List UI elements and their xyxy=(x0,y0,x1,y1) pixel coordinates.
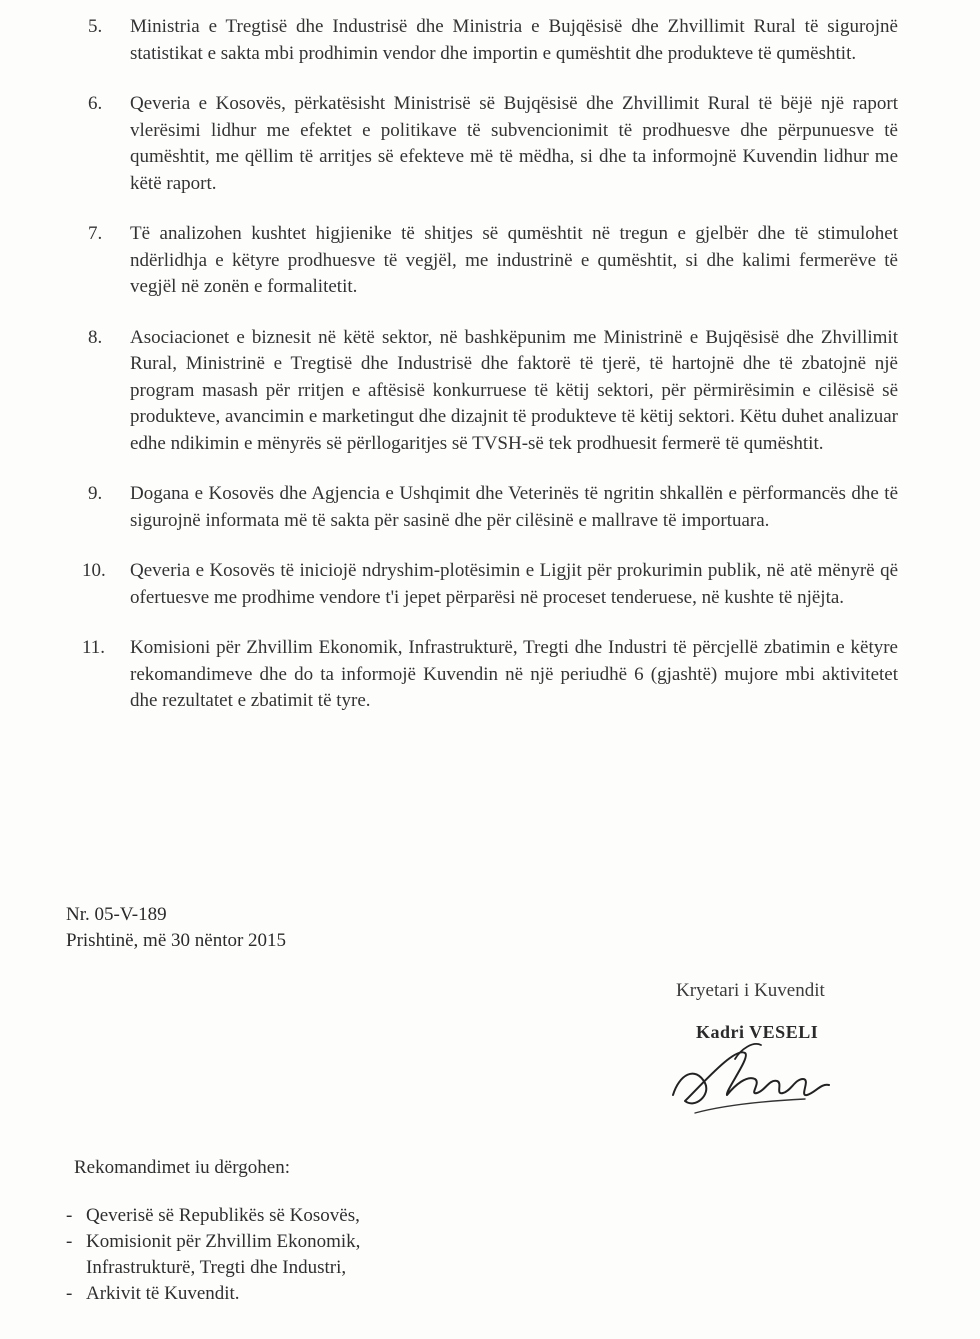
reference-number: Nr. 05-V-189 xyxy=(66,904,167,925)
recommendation-number: 6. xyxy=(88,93,103,114)
recommendation-number: 10. xyxy=(82,560,106,581)
recommendation-number: 9. xyxy=(88,483,103,504)
recommendation-text: Të analizohen kushtet higjienike të shitjes së qumështit në tregun e gjelbër dhe të stimulohet ndërlidhja e këtyre prodhuesve të vegjël, me industrinë e qumështit, si dhe kalimi fermerëve të vegjël në zonën e formalitetit. xyxy=(130,223,898,297)
recommendation-text: Ministria e Tregtisë dhe Industrisë dhe Ministria e Bujqësisë dhe Zhvillimit Rural të sigurojnë statistikat e sakta mbi prodhimin vendor dhe importin e qumështit dhe produkteve të qumështit. xyxy=(130,16,898,64)
signatory-name: Kadri VESELI xyxy=(696,1022,819,1042)
recommendation-text: Komisioni për Zhvillim Ekonomik, Infrastrukturë, Tregti dhe Industri të përcjellë zbatimin e këtyre rekomandimeve dhe do ta informojë Kuvendin në një periudhë 6 (gjashtë) mujore mbi aktivitetet dhe rezultatet e zbatimit të tyre. xyxy=(130,637,898,711)
recommendation-number: 8. xyxy=(88,326,103,348)
recommendation-item xyxy=(88,91,898,197)
recommendations-list xyxy=(82,14,898,715)
recommendation-number: 5. xyxy=(88,16,103,37)
dash-bullet-icon: - xyxy=(66,1283,73,1304)
dash-bullet-icon: - xyxy=(66,1231,73,1252)
dash-bullet-icon: - xyxy=(66,1205,73,1226)
recommendation-item xyxy=(82,558,898,611)
distribution-item-text: Arkivit të Kuvendit. xyxy=(86,1283,240,1304)
signature-block xyxy=(676,980,916,1043)
recommendation-item xyxy=(88,325,898,458)
distribution-item-text: Qeverisë së Republikës së Kosovës, xyxy=(86,1205,360,1226)
distribution-title: Rekomandimet iu dërgohen: xyxy=(74,1157,290,1178)
document-reference xyxy=(66,902,286,954)
recommendation-item xyxy=(82,635,898,715)
recommendation-item xyxy=(88,481,898,534)
recommendation-text: Qeveria e Kosovës të iniciojë ndryshim-plotësimin e Ligjit për prokurimin publik, në atë mënyrë që ofertuesve me prodhime vendore t'i jepet përparësi në proceset tenderuese, në kushte të njëjta. xyxy=(130,560,898,608)
distribution-item xyxy=(66,1281,426,1307)
recommendation-number: 7. xyxy=(88,223,103,244)
recommendation-text: Asociacionet e biznesit në këtë sektor, në bashkëpunim me Ministrinë e Bujqësisë dhe Zhvillimit Rural, Ministrinë e Tregtisë dhe Industrisë dhe faktorë të tjerë, të hartojnë dhe të zbatojnë një program masash për rritjen e aftësisë konkurruese të këtij sektori, për përmirësimin e cilësisë së produkteve, avancimin e marketingut dhe dizajnit të produkteve të këtij sektori. Këtu duhet analizuar edhe ndikimin e mënyrës së përllogaritjes së TVSH-së tek prodhuesit fermerë të qumështit. xyxy=(130,326,898,454)
distribution-item xyxy=(66,1203,426,1229)
recommendation-text: Dogana e Kosovës dhe Agjencia e Ushqimit dhe Veterinës të ngritin shkallën e përformancës dhe të sigurojnë informata më të sakta për sasinë dhe për cilësinë e mallrave të importuara. xyxy=(130,483,898,531)
distribution-list xyxy=(66,1203,426,1307)
handwritten-signature-icon xyxy=(665,1035,845,1120)
recommendation-text: Qeveria e Kosovës, përkatësisht Ministrisë së Bujqësisë dhe Zhvillimit Rural të bëjë një raport vlerësimi lidhur me efektet e politikave të subvencionimit të prodhuesve dhe përpunuesve të qumështit, me qëllim të arritjes së efekteve më të mëdha, si dhe ta informojnë Kuvendin lidhur me këtë raport. xyxy=(130,93,898,194)
distribution-item xyxy=(66,1229,426,1281)
recommendation-item xyxy=(88,221,898,301)
reference-place-date: Prishtinë, më 30 nëntor 2015 xyxy=(66,930,287,951)
recommendation-number: 11. xyxy=(82,637,106,658)
recommendation-item xyxy=(88,14,898,67)
distribution-block xyxy=(66,1155,426,1307)
distribution-item-text: Komisionit për Zhvillim Ekonomik, Infrastrukturë, Tregti dhe Industri, xyxy=(86,1231,361,1278)
signatory-role: Kryetari i Kuvendit xyxy=(676,980,825,1001)
